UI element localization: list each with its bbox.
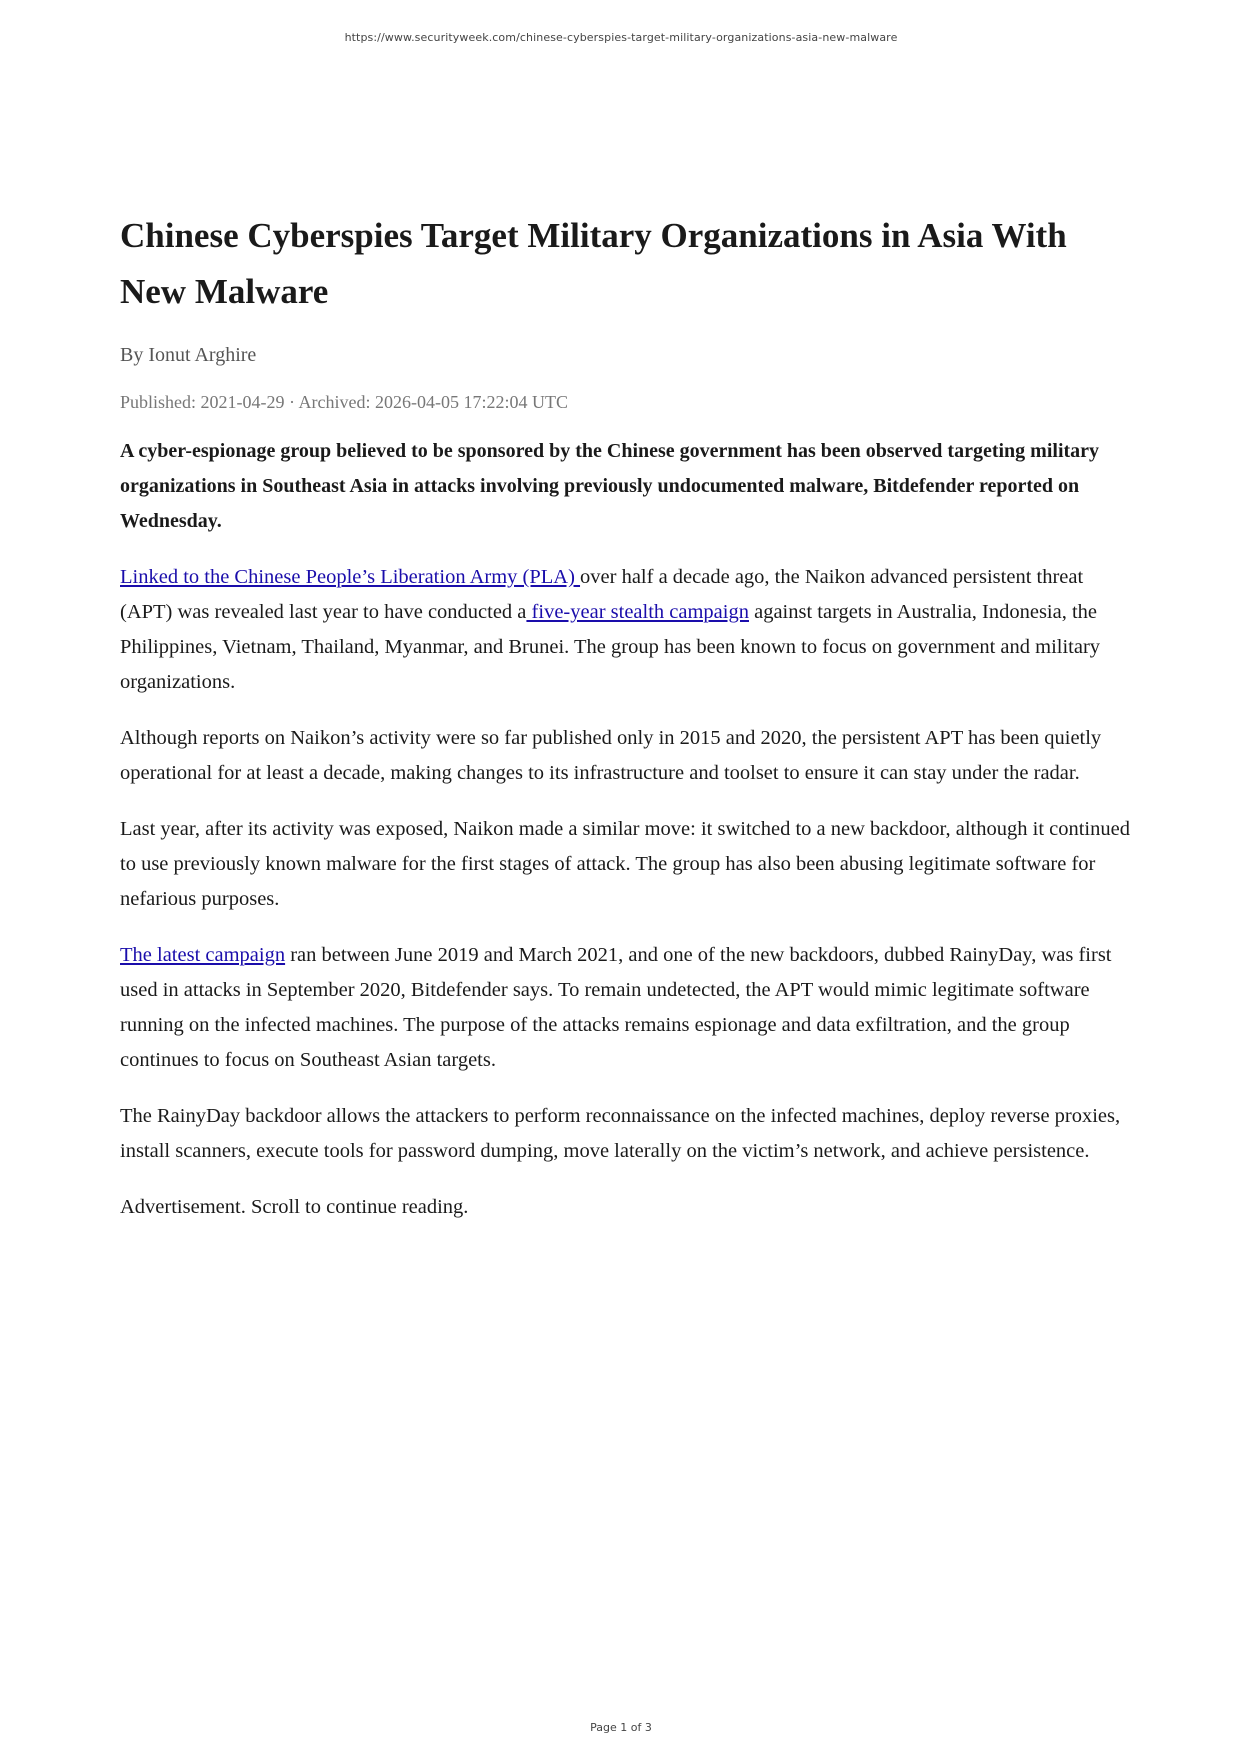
paragraph-4-text: ran between June 2019 and March 2021, and one of the new backdoors, dubbed RainyDay, was first used in attacks in September 2020, Bitdefender says. To remain undetected, the APT would mimic legitimate software running on the infected machines. The purpose of the attacks remains espionage and data exfiltration, and the group continues to focus on Southeast Asian targets. xyxy=(120,944,1112,1071)
publish-dates: Published: 2021-04-29 · Archived: 2026-04-05 17:22:04 UTC xyxy=(120,392,568,412)
paragraph-1 xyxy=(120,560,1132,700)
paragraph-1-text-b: against targets in Australia, Indonesia, the Philippines, Vietnam, Thailand, Myanmar, and Brunei. The group has been known to focus on government and military organizations. xyxy=(120,601,1101,693)
paragraph-5: The RainyDay backdoor allows the attackers to perform reconnaissance on the infected machines, deploy reverse proxies, install scanners, execute tools for password dumping, move laterally on the victim’s network, and achieve persistence. xyxy=(120,1105,1121,1162)
lead-paragraph: A cyber-espionage group believed to be sponsored by the Chinese government has been observed targeting military organizations in Southeast Asia in attacks involving previously undocumented malware, Bitdefender reported on Wednesday. xyxy=(120,440,1100,532)
paragraph-2: Although reports on Naikon’s activity were so far published only in 2015 and 2020, the persistent APT has been quietly operational for at least a decade, making changes to its infrastructure and toolset to ensure it can stay under the radar. xyxy=(120,727,1102,784)
article-title: Chinese Cyberspies Target Military Organizations in Asia With New Malware xyxy=(120,216,1067,311)
pla-link[interactable]: Linked to the Chinese People’s Liberation Army (PLA) xyxy=(120,566,581,588)
stealth-campaign-link[interactable]: five-year stealth campaign xyxy=(526,601,749,623)
latest-campaign-link[interactable]: The latest campaign xyxy=(120,944,286,966)
paragraph-4 xyxy=(120,938,1132,1078)
byline: By Ionut Arghire xyxy=(120,344,257,366)
page-number: Page 1 of 3 xyxy=(590,1721,652,1734)
paragraph-1-text-a: over half a decade ago, the Naikon advanced persistent threat (APT) was revealed last year to have conducted a xyxy=(120,566,1084,623)
article xyxy=(120,208,1132,1225)
page-url: https://www.securityweek.com/chinese-cyberspies-target-military-organizations-asia-new-malware xyxy=(344,31,898,44)
paragraph-3: Last year, after its activity was exposed, Naikon made a similar move: it switched to a new backdoor, although it continued to use previously known malware for the first stages of attack. The group has also been abusing legitimate software for nefarious purposes. xyxy=(120,818,1130,910)
advertisement-note: Advertisement. Scroll to continue reading. xyxy=(120,1196,469,1218)
